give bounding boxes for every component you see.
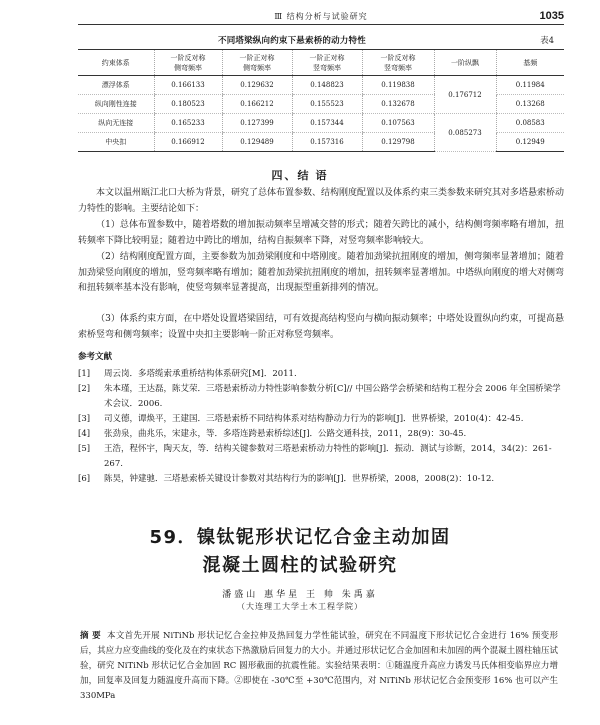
references-title: 参考文献 (78, 352, 113, 362)
table-body (78, 76, 564, 152)
table-number: 表4 (540, 36, 554, 46)
reference-number: [3] (78, 414, 91, 424)
running-header: Ⅲ 结构分析与试验研究 (274, 12, 368, 21)
reference-text: 朱本瑾，王达磊，陈艾荣．三塔悬索桥动力特性影响参数分析[C]// 中国公路学会桥梁和结构工程分会 2006 年全国桥梁学术会议．2006. (104, 384, 561, 409)
reference-item (78, 382, 564, 412)
reference-number: [4] (78, 429, 91, 439)
table-cell: 纵向无连接 (78, 114, 154, 133)
table-cell: 0.148823 (292, 76, 362, 95)
table-cell: 0.157344 (292, 114, 362, 133)
reference-item (78, 412, 564, 427)
table-cell: 0.166912 (154, 133, 222, 152)
table-cell: 0.11984 (496, 76, 564, 95)
reference-text: 周云岗．多塔缆索承重桥结构体系研究[M]．2011. (104, 369, 297, 379)
conclusion-intro: 本文以温州瓯江北口大桥为背景，研究了总体布置参数、结构刚度配置以及体系约束三类参数来研究其对多塔悬索桥动力特性的影响。主要结论如下： (78, 188, 565, 214)
table-header-cell: 一阶反对称 侧弯频率 (154, 50, 222, 76)
table-cell: 漂浮体系 (78, 76, 154, 95)
table-cell: 0.166212 (222, 95, 292, 114)
dynamic-characteristics-table (78, 49, 564, 152)
article-affiliation: （大连理工大学土木工程学院） (237, 602, 363, 611)
page-header (78, 10, 564, 25)
reference-number: [1] (78, 369, 91, 379)
abstract-text: 本文首先开展 NiTiNb 形状记忆合金拉伸及热回复力学性能试验，研究在不同温度下形状记忆合金进行 16% 预变形后，其应力应变曲线的变化及在约束状态下热激励后回复力的大小。并通过形状记忆合金加固和未加固的两个混凝土圆柱轴压试验，研究 NiTiNb 形状记忆合金加固 RC 圆形截面的抗震性能。实验结果表明：①随温度升高应力诱发马氏体相变临界应力增加，回复率及回复力随温度升高而下降。②即使在 -30℃至 +30℃范围内，对 NiTiNb 形状记忆合金预变形 16% 也可以产生 330MPa (80, 631, 558, 701)
table-row (78, 114, 564, 133)
table-cell: 0.127399 (222, 114, 292, 133)
reference-text: 司义德，谭焕平，王建国．三塔悬索桥不同结构体系对结构静动力行为的影响[J]．世界桥梁，2010(4)：42-45. (104, 414, 524, 424)
reference-text: 张劲泉，曲兆乐，宋建永，等．多塔连跨悬索桥综述[J]．公路交通科技，2011，28(9)：30-45. (104, 429, 467, 439)
reference-text: 陈昊，钟建驰．三塔悬索桥关键设计参数对其结构行为的影响[J]．世界桥梁，2008，2008(2)：10-12. (104, 474, 495, 484)
table-cell: 0.132678 (362, 95, 434, 114)
table-cell: 0.155523 (292, 95, 362, 114)
article-title-line-1: 59．镍钛铌形状记忆合金主动加固 (149, 527, 451, 548)
reference-item (78, 442, 564, 472)
abstract (80, 629, 558, 704)
table-header-cell: 一阶纵飘 (434, 50, 496, 76)
reference-number: [5] (78, 444, 91, 454)
table-cell: 0.157316 (292, 133, 362, 152)
reference-text: 王浩，程怀宇，陶天友，等．结构关键参数对三塔悬索桥动力特性的影响[J]．振动．测试与诊断，2014，34(2)：261-267. (104, 444, 552, 469)
abstract-label: 摘 要 (80, 631, 101, 641)
table-cell: 中央扣 (78, 133, 154, 152)
reference-number: [2] (78, 384, 91, 394)
section-title: 四、结 语 (271, 170, 329, 182)
table-row (78, 76, 564, 95)
reference-item (78, 367, 564, 382)
conclusion-point-1: （1）总体布置参数中，随着塔数的增加振动频率呈增减交替的形式；随着矢跨比的减小，结构侧弯频率略有增加，扭转频率下降比较明显；随着边中跨比的增加，结构自振频率下降，对竖弯频率影响较大。 (78, 220, 564, 246)
table-cell: 0.165233 (154, 114, 222, 133)
table-header-cell: 一阶正对称 竖弯频率 (292, 50, 362, 76)
reference-list (78, 367, 564, 487)
table-cell: 0.129489 (222, 133, 292, 152)
article-authors: 潘盛山 惠华星 王 帅 朱禹嘉 (222, 590, 378, 600)
table-cell: 0.176712 (434, 76, 496, 114)
table-header-cell: 一阶正对称 侧弯频率 (222, 50, 292, 76)
table-cell: 0.166133 (154, 76, 222, 95)
table-cell: 0.107563 (362, 114, 434, 133)
table-cell: 0.12949 (496, 133, 564, 152)
page-number: 1035 (539, 10, 564, 22)
table-cell: 0.129798 (362, 133, 434, 152)
table-header-cell: 基频 (496, 50, 564, 76)
table-cell: 纵向刚性连接 (78, 95, 154, 114)
table-cell: 0.13268 (496, 95, 564, 114)
table-header-cell: 约束体系 (78, 50, 154, 76)
table-cell: 0.119838 (362, 76, 434, 95)
table-cell: 0.08583 (496, 114, 564, 133)
table-header-row (78, 50, 564, 76)
conclusion-point-2: （2）结构刚度配置方面，主要参数为加劲梁刚度和中塔刚度。随着加劲梁抗扭刚度的增加，侧弯频率显著增加；随着加劲梁竖向刚度的增加，竖弯频率略有增加；随着加劲梁抗扭刚度的增加，扭转频率显著增加。中塔纵向刚度的增大对侧弯和扭转频率基本没有影响，使竖弯频率显著提高，出现振型重新排列的情况。 (78, 252, 565, 293)
table-cell: 0.085273 (434, 114, 496, 152)
reference-item (78, 472, 564, 487)
table-cell: 0.129632 (222, 76, 292, 95)
table-caption: 不同塔梁纵向约束下悬索桥的动力特性 (218, 36, 366, 46)
table-cell: 0.180523 (154, 95, 222, 114)
reference-item (78, 427, 564, 442)
table-header-cell: 一阶反对称 竖弯频率 (362, 50, 434, 76)
reference-number: [6] (78, 474, 91, 484)
article-title-line-2: 混凝土圆柱的试验研究 (202, 555, 398, 576)
conclusion-point-3: （3）体系约束方面，在中塔处设置塔梁固结，可有效提高结构竖向与横向振动频率；中塔处设置纵向约束，可提高悬索桥竖弯和侧弯频率；设置中央扣主要影响一阶正对称竖弯频率。 (78, 314, 564, 340)
